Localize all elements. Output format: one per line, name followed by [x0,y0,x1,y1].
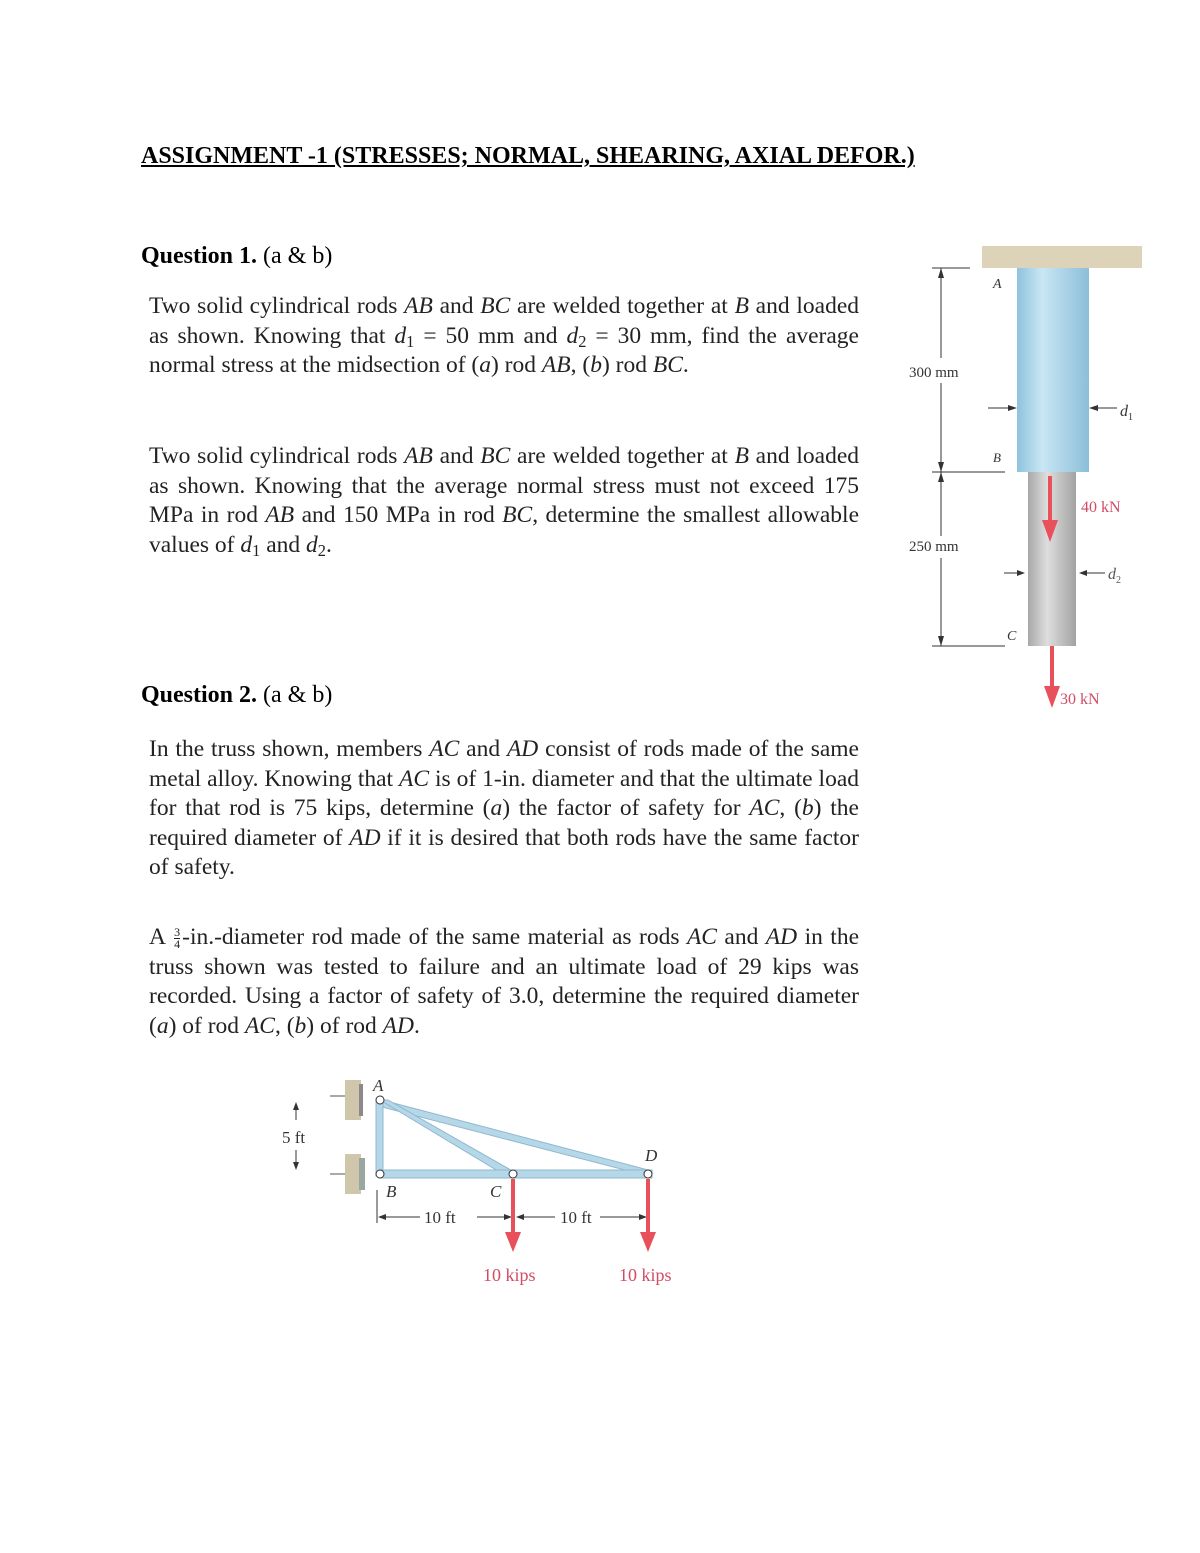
question-1-part-a-text: Two solid cylindrical rods AB and BC are welded together at B and loaded as shown. Knowing that $d_1 = 50$ mm and $d_2 = 30$ mm, find the average normal stress at the midsection of (a) rod AB, (b) rod BC. [149,293,859,378]
dim-250mm: 250 mm [909,539,959,555]
load-arrowhead-d [640,1232,656,1252]
truss-label-c: C [490,1182,502,1201]
member-ac [380,1100,516,1177]
dim-10ft-bc: 10 ft [424,1208,456,1227]
label-a: A [993,277,1002,292]
question-1-part-b-text: Two solid cylindrical rods AB and BC are welded together at B and loaded as shown. Knowing that the average normal stress must not exceed 175 MPa in rod AB and 150 MPa in rod BC, determine the smallest allowable values of $d_1$ and $d_2$. [149,443,860,560]
pin-a [376,1096,384,1104]
question-2-parts: (a & b) [263,682,333,708]
dim-10ft-cd: 10 ft [560,1208,592,1227]
load-label-40kn: 40 kN [1081,499,1121,516]
rod-figure [895,240,1160,715]
question-2-part-b-text: A $\frac{3}{4}$ -in.-diameter rod made of the same material as rods AC and AD in the truss shown was tested to failure and an ultimate load of 29 kips was recorded. Using a factor of safety of 3.0, determine the required diameter (a) of rod AC, (b) of rod AD. [149,924,859,1039]
question-2-part-a-text: In the truss shown, members AC and AD consist of rods made of the same metal alloy. Knowing that AC is of 1-in. diameter and that the ultimate load for that rod is 75 kips, determine (a) the factor of safety for AC, (b) the required diameter of AD if it is desired that both rods have the same factor of safety. [149,736,859,880]
truss-figure [270,1070,710,1295]
fraction-three-quarters: $\frac{3}{4}$ [174,925,181,952]
load-arrowhead-c [505,1232,521,1252]
question-1-parts: (a & b) [263,243,333,269]
question-1-number: Question 1. [141,243,258,269]
truss-label-a: A [373,1076,384,1095]
load-label-c: 10 kips [483,1265,536,1285]
pin-c [509,1170,517,1178]
load-arrowhead-30kn [1044,686,1060,708]
load-label-d: 10 kips [619,1265,672,1285]
dim-300mm: 300 mm [909,365,959,381]
label-c: C [1007,629,1017,644]
member-ad [378,1098,652,1176]
pin-d [644,1170,652,1178]
wall-supports [330,1080,365,1194]
dim-5ft: 5 ft [282,1128,306,1147]
label-b: B [993,450,1001,465]
question-1-heading [141,243,332,270]
rod-ab [1017,268,1089,472]
label-d2: $d_2$ [1108,566,1121,586]
question-2-heading [141,682,332,709]
question-2-number: Question 2. [141,682,258,708]
truss-members [376,1098,652,1178]
member-ab [376,1100,383,1176]
truss-label-b: B [386,1182,397,1201]
pin-b [376,1170,384,1178]
truss-label-d: D [645,1146,658,1165]
load-label-30kn: 30 kN [1060,691,1100,708]
page-title: ASSIGNMENT -1 (STRESSES; NORMAL, SHEARING, AXIAL DEFOR.) [141,143,915,169]
ceiling-support [982,246,1142,268]
label-d1: $d_1$ [1120,403,1133,423]
